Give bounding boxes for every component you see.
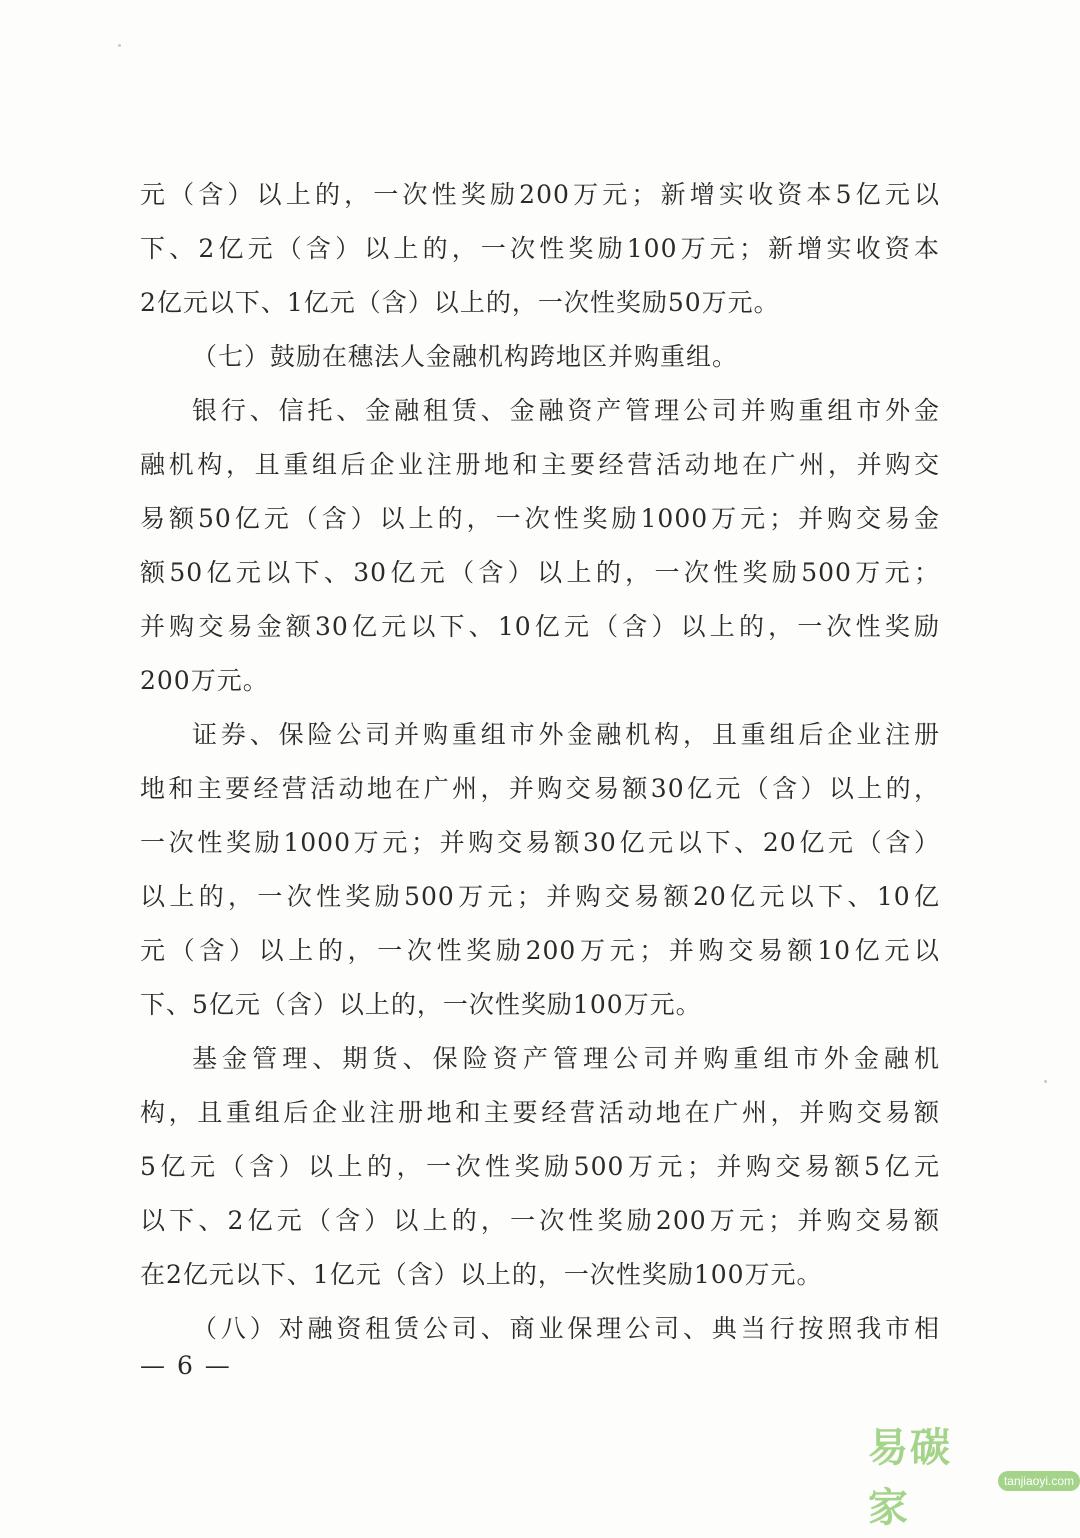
text-line: 构，且重组后企业注册地和主要经营活动地在广州，并购交易额 (140, 1098, 940, 1127)
watermark-logo (868, 1425, 1080, 1531)
watermark-badge (998, 1471, 1080, 1491)
scan-speck (1044, 1080, 1047, 1083)
text-line: 在2亿元以下、1亿元（含）以上的，一次性奖励100万元。 (140, 1260, 823, 1289)
text-line: 元（含）以上的，一次性奖励200万元；并购交易额10亿元以 (140, 936, 940, 965)
scan-speck (118, 44, 121, 47)
text-line: 融机构，且重组后企业注册地和主要经营活动地在广州，并购交 (140, 450, 940, 479)
section-heading: （七）鼓励在穗法人金融机构跨地区并购重组。 (192, 342, 739, 371)
text-line: 元（含）以上的，一次性奖励200万元；新增实收资本5亿元以 (140, 180, 940, 209)
text-line: 以下、2亿元（含）以上的，一次性奖励200万元；并购交易额 (140, 1206, 940, 1235)
text-line: 以上的，一次性奖励500万元；并购交易额20亿元以下、10亿 (140, 882, 940, 911)
text-line: 下、2亿元（含）以上的，一次性奖励100万元；新增实收资本 (140, 234, 940, 263)
text-line: 银行、信托、金融租赁、金融资产管理公司并购重组市外金 (192, 396, 940, 425)
text-line: 一次性奖励1000万元；并购交易额30亿元以下、20亿元（含） (140, 828, 940, 857)
watermark-badge-text: tanjiaoyi (1003, 1474, 1048, 1488)
text-line: 2亿元以下、1亿元（含）以上的，一次性奖励50万元。 (140, 288, 780, 317)
text-line: 额50亿元以下、30亿元（含）以上的，一次性奖励500万元； (140, 558, 940, 587)
section-heading: （八）对融资租赁公司、商业保理公司、典当行按照我市相 (192, 1314, 940, 1343)
text-line: 下、5亿元（含）以上的，一次性奖励100万元。 (140, 990, 702, 1019)
text-line: 5亿元（含）以上的，一次性奖励500万元；并购交易额5亿元 (140, 1152, 940, 1181)
watermark-text: 易碳家 (868, 1425, 952, 1531)
body-text (140, 168, 940, 1356)
text-line: 并购交易金额30亿元以下、10亿元（含）以上的，一次性奖励 (140, 612, 940, 641)
text-line: 易额50亿元（含）以上的，一次性奖励1000万元；并购交易金 (140, 504, 940, 533)
text-line: 证券、保险公司并购重组市外金融机构，且重组后企业注册 (192, 720, 940, 749)
page-number: — 6 — (140, 1351, 232, 1380)
text-line: 基金管理、期货、保险资产管理公司并购重组市外金融机 (192, 1044, 940, 1073)
watermark-badge-suffix: .com (1047, 1474, 1074, 1488)
text-line: 200万元。 (140, 666, 269, 695)
text-line: 地和主要经营活动地在广州，并购交易额30亿元（含）以上的， (140, 774, 940, 803)
